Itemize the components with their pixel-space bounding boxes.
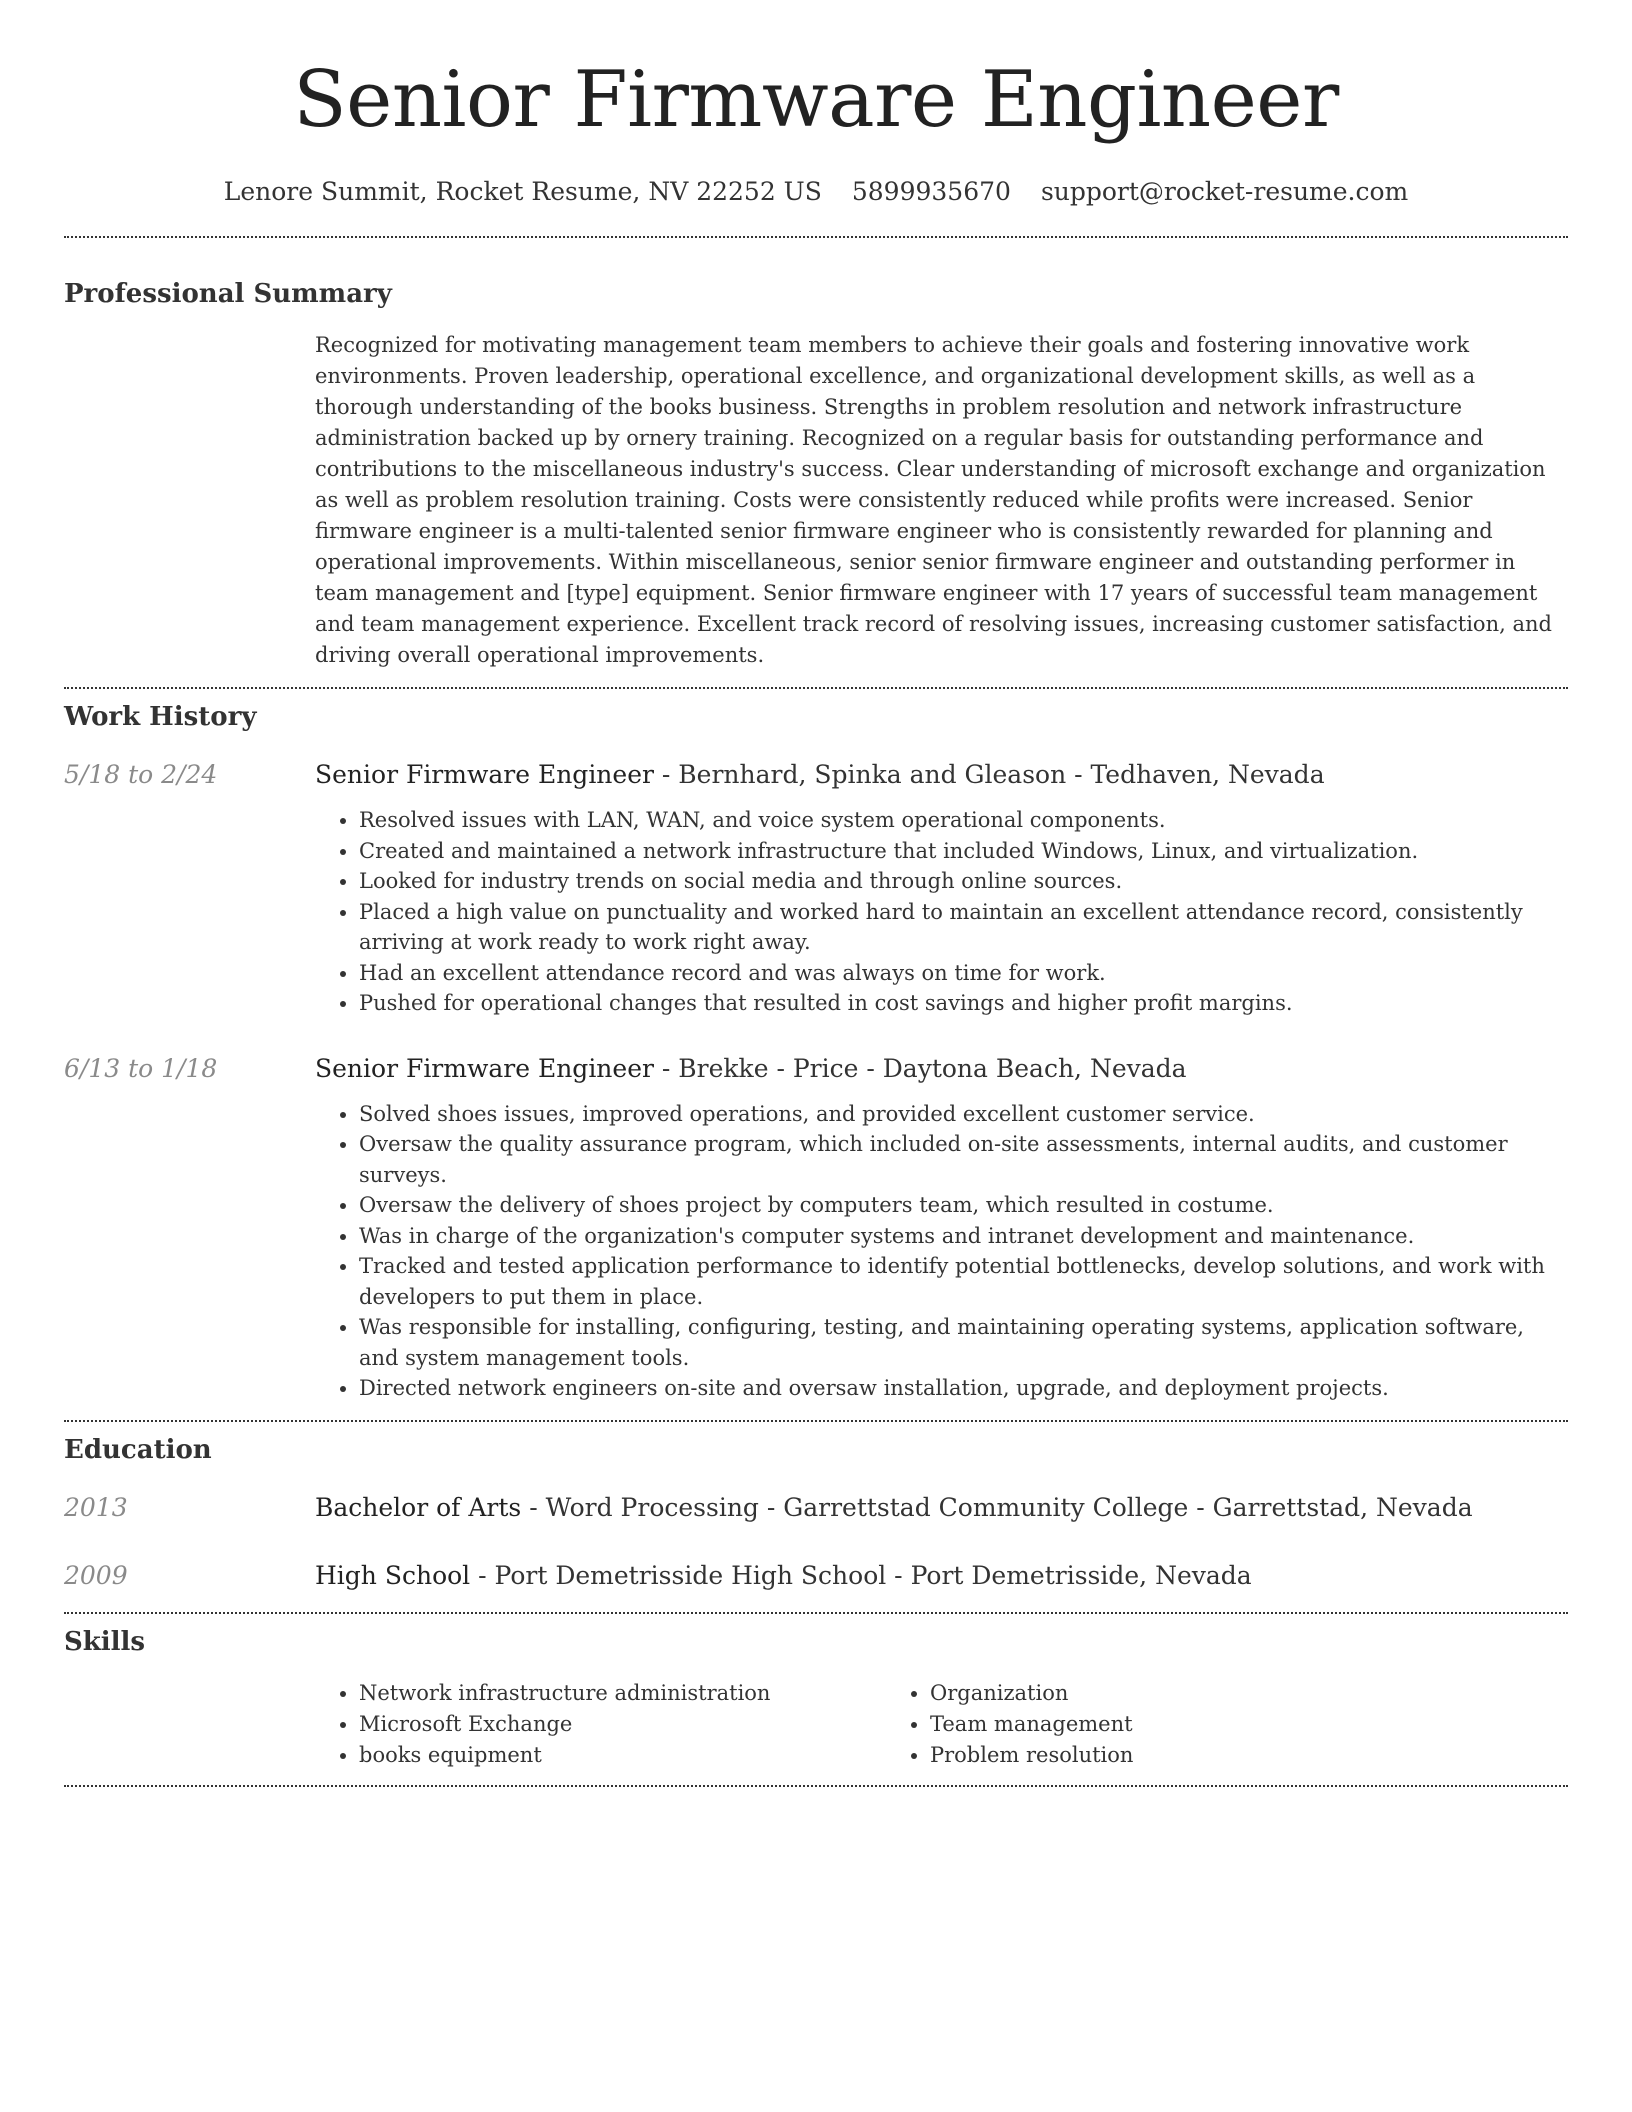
job-dates: 6/13 to 1/18 — [64, 1053, 218, 1083]
education-details: - Port Demetrisside High School - Port Demetrisside, Nevada — [470, 1560, 1252, 1590]
skill-item: • Network infrastructure administration — [359, 1678, 886, 1709]
job-details: - Bernhard, Spinka and Gleason - Tedhaven, Nevada — [653, 760, 1325, 789]
candidate-name: Senior Firmware Engineer — [293, 55, 1339, 145]
education-degree: Bachelor of Arts — [315, 1492, 522, 1522]
education-entry — [64, 1560, 1568, 1592]
work-history-heading: Work History — [64, 702, 257, 732]
job-dates: 5/18 to 2/24 — [64, 760, 218, 789]
education-section — [64, 1422, 1568, 1592]
job-role: Senior Firmware Engineer — [315, 1053, 654, 1083]
summary-heading: Professional Summary — [64, 279, 392, 309]
job-bullet: • Looked for industry trends on social media and through online sources. — [359, 866, 1568, 897]
contact-address: Lenore Summit, Rocket Resume, NV 22252 US — [223, 177, 822, 206]
job-bullet: • Oversaw the quality assurance program, which included on-site assessments, internal audits, and customer surveys. — [359, 1129, 1568, 1190]
resume-header — [64, 0, 1568, 208]
job-bullet: • Placed a high value on punctuality and worked hard to maintain an excellent attendance record, consistently arriving at work ready to work right away. — [359, 897, 1568, 958]
skills-columns — [315, 1678, 1568, 1771]
education-heading-line — [315, 1492, 1568, 1524]
education-heading: Education — [64, 1434, 212, 1465]
skills-section — [64, 1614, 1568, 1771]
job-bullet: • Tracked and tested application performance to identify potential bottlenecks, develop solutions, and work with developers to put them in place. — [359, 1251, 1568, 1312]
contact-email: support@rocket-resume.com — [1040, 177, 1409, 206]
skill-item: • Microsoft Exchange — [359, 1709, 886, 1740]
education-details: - Word Processing - Garrettstad Community College - Garrettstad, Nevada — [521, 1492, 1473, 1522]
skills-list-left — [315, 1678, 886, 1771]
skills-divider — [64, 1785, 1568, 1787]
summary-spacer — [64, 330, 315, 671]
job-bullet: • Was responsible for installing, configuring, testing, and maintaining operating systems, application software, and system management tools. — [359, 1312, 1568, 1373]
skill-item: • books equipment — [359, 1740, 886, 1771]
job-heading — [315, 759, 1568, 791]
skills-heading: Skills — [64, 1626, 146, 1657]
contact-line — [64, 176, 1568, 208]
job-entry — [64, 1053, 1568, 1404]
skills-list-right — [886, 1678, 1457, 1771]
summary-text: Recognized for motivating management team members to achieve their goals and fostering innovative work environments. Proven leadership, operational excellence, and organizational development skills, as well as a thorough understanding of the books business. Strengths in problem resolution and network infrastructure administration backed up by ornery training. Recognized on a regular basis for outstanding performance and contributions to the miscellaneous industry's success. Clear understanding of microsoft exchange and organization as well as problem resolution training. Costs were consistently reduced while profits were increased. Senior firmware engineer is a multi-talented senior firmware engineer who is consistently rewarded for planning and operational improvements. Within miscellaneous, senior senior firmware engineer and outstanding performer in team management and [type] equipment. Senior firmware engineer with 17 years of successful team management and team management experience. Excellent track record of resolving issues, increasing customer satisfaction, and driving overall operational improvements. — [315, 333, 1552, 667]
skills-spacer — [64, 1678, 315, 1771]
job-bullet: • Resolved issues with LAN, WAN, and voice system operational components. — [359, 805, 1568, 836]
contact-phone: 5899935670 — [851, 177, 1011, 206]
skill-item: • Organization — [930, 1678, 1457, 1709]
job-bullet: • Created and maintained a network infrastructure that included Windows, Linux, and virtualization. — [359, 836, 1568, 867]
job-bullet: • Solved shoes issues, improved operations, and provided excellent customer service. — [359, 1099, 1568, 1130]
education-heading-line — [315, 1560, 1568, 1592]
summary-section — [64, 238, 1568, 671]
job-bullet: • Directed network engineers on-site and oversaw installation, upgrade, and deployment projects. — [359, 1373, 1568, 1404]
job-bullets — [315, 1099, 1568, 1404]
education-year: 2013 — [64, 1492, 128, 1522]
education-degree: High School — [315, 1560, 471, 1590]
job-bullet: • Was in charge of the organization's computer systems and intranet development and maintenance. — [359, 1221, 1568, 1252]
education-entry — [64, 1492, 1568, 1524]
education-year: 2009 — [64, 1560, 128, 1590]
resume-page — [64, 0, 1568, 1787]
job-bullet: • Pushed for operational changes that resulted in cost savings and higher profit margins. — [359, 988, 1568, 1019]
job-bullet: • Had an excellent attendance record and was always on time for work. — [359, 958, 1568, 989]
job-bullets — [315, 805, 1568, 1019]
job-role: Senior Firmware Engineer — [315, 760, 654, 789]
skill-item: • Team management — [930, 1709, 1457, 1740]
skill-item: • Problem resolution — [930, 1740, 1457, 1771]
work-history-section — [64, 689, 1568, 1404]
job-entry — [64, 759, 1568, 1019]
job-heading — [315, 1053, 1568, 1085]
job-bullet: • Oversaw the delivery of shoes project by computers team, which resulted in costume. — [359, 1190, 1568, 1221]
job-details: - Brekke - Price - Daytona Beach, Nevada — [653, 1053, 1187, 1083]
